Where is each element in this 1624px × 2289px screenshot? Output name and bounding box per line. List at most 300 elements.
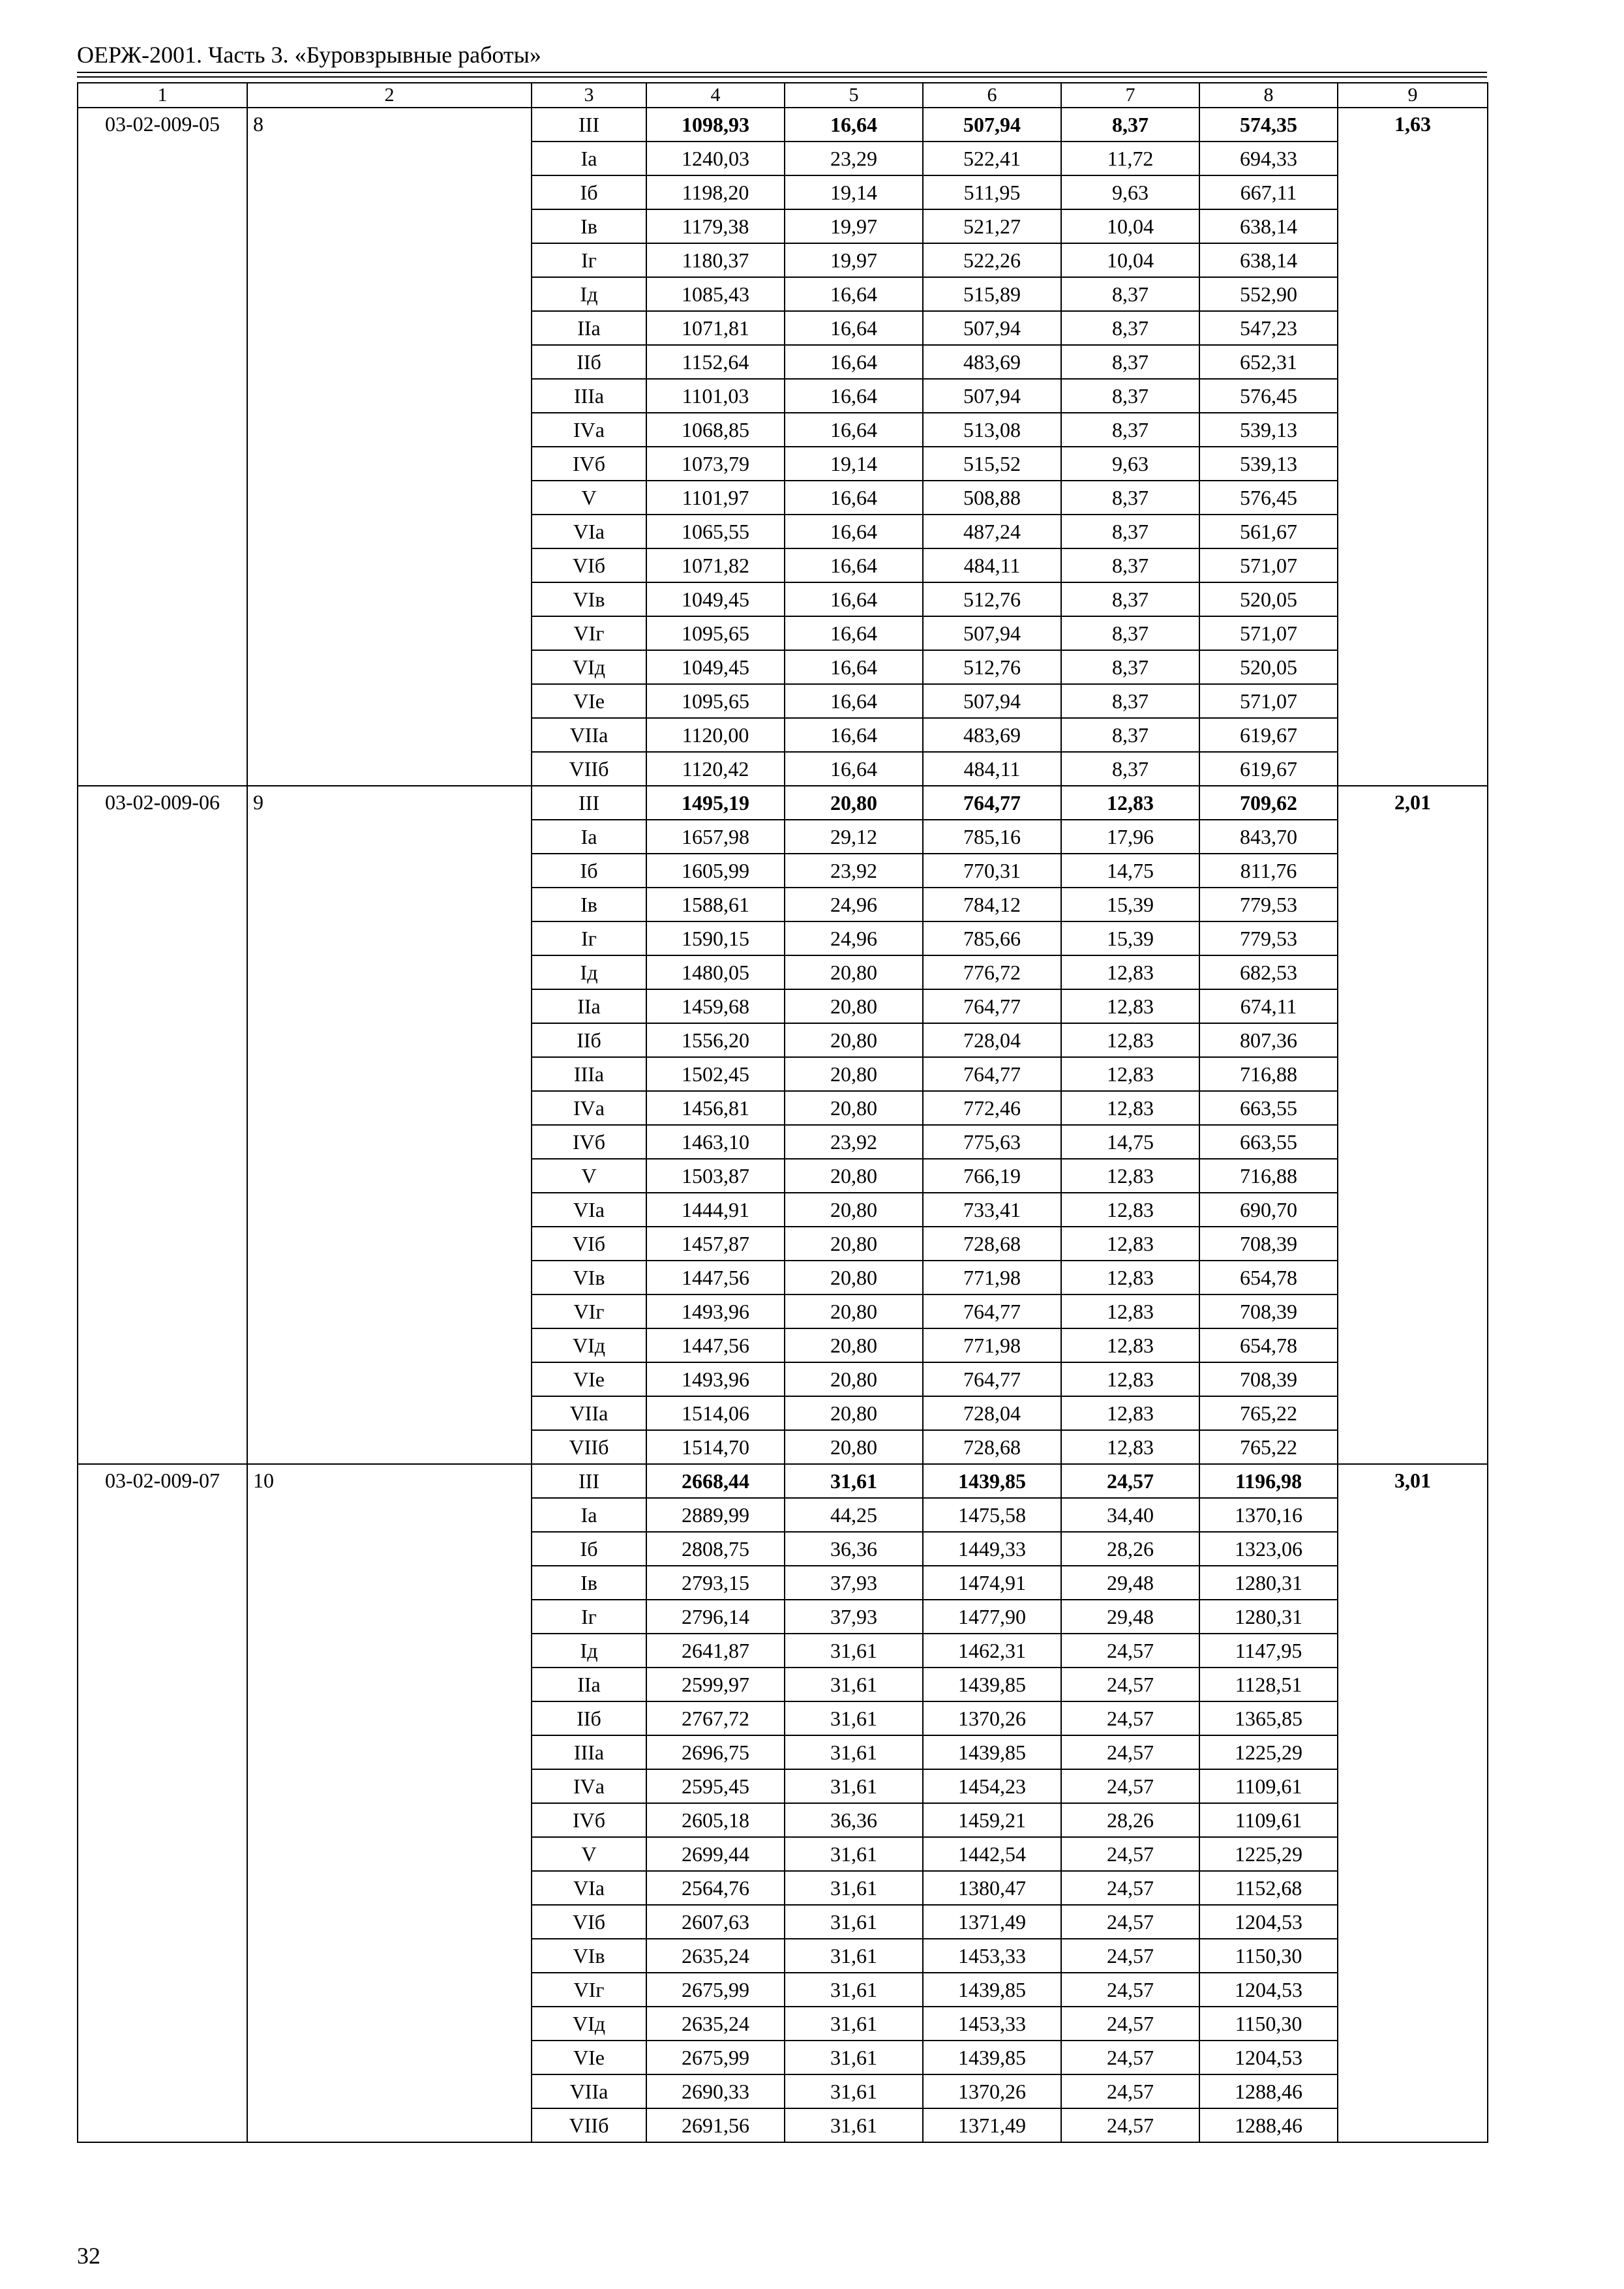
value-cell: 619,67 (1199, 752, 1338, 786)
value-cell: 8,37 (1061, 548, 1199, 582)
value-cell: 2796,14 (646, 1600, 785, 1634)
value-cell: 728,68 (923, 1227, 1061, 1261)
value-cell: 487,24 (923, 515, 1061, 548)
category-cell: III (532, 786, 646, 820)
value-cell: 764,77 (923, 989, 1061, 1023)
value-cell: 24,96 (785, 888, 923, 921)
value-cell: 17,96 (1061, 820, 1199, 854)
value-cell: 2605,18 (646, 1803, 785, 1837)
value-cell: 654,78 (1199, 1261, 1338, 1294)
value-cell: 20,80 (785, 1091, 923, 1125)
value-cell: 31,61 (785, 1769, 923, 1803)
value-cell: 2607,63 (646, 1905, 785, 1939)
value-cell: 2793,15 (646, 1566, 785, 1600)
category-cell: Iб (532, 1532, 646, 1566)
value-cell: 483,69 (923, 345, 1061, 379)
value-cell: 1493,96 (646, 1362, 785, 1396)
value-cell: 765,22 (1199, 1396, 1338, 1430)
value-cell: 12,83 (1061, 1328, 1199, 1362)
value-cell: 1439,85 (923, 1668, 1061, 1701)
category-cell: VIд (532, 1328, 646, 1362)
value-cell: 1101,03 (646, 379, 785, 413)
value-cell: 24,57 (1061, 1464, 1199, 1498)
value-cell: 16,64 (785, 548, 923, 582)
value-cell: 716,88 (1199, 1057, 1338, 1091)
value-cell: 1463,10 (646, 1125, 785, 1159)
value-cell: 1380,47 (923, 1871, 1061, 1905)
value-cell: 1280,31 (1199, 1600, 1338, 1634)
column9-cell: 3,01 (1338, 1464, 1488, 2142)
value-cell: 638,14 (1199, 243, 1338, 277)
value-cell: 12,83 (1061, 786, 1199, 820)
value-cell: 2635,24 (646, 2007, 785, 2041)
category-cell: VIд (532, 650, 646, 684)
value-cell: 31,61 (785, 1464, 923, 1498)
value-cell: 2564,76 (646, 1871, 785, 1905)
value-cell: 28,26 (1061, 1803, 1199, 1837)
page-number: 32 (77, 2243, 100, 2269)
category-cell: IIб (532, 1023, 646, 1057)
value-cell: 1150,30 (1199, 2007, 1338, 2041)
value-cell: 9,63 (1061, 447, 1199, 481)
value-cell: 20,80 (785, 1159, 923, 1193)
value-cell: 16,64 (785, 345, 923, 379)
value-cell: 507,94 (923, 616, 1061, 650)
value-cell: 31,61 (785, 1939, 923, 1973)
value-cell: 8,37 (1061, 379, 1199, 413)
header-rule-bottom (77, 76, 1487, 78)
value-cell: 507,94 (923, 311, 1061, 345)
value-cell: 16,64 (785, 413, 923, 447)
value-cell: 539,13 (1199, 413, 1338, 447)
value-cell: 12,83 (1061, 1396, 1199, 1430)
table-header (78, 83, 1488, 108)
value-cell: 1198,20 (646, 175, 785, 209)
value-cell: 20,80 (785, 1261, 923, 1294)
category-cell: Iб (532, 175, 646, 209)
column-number-row (78, 83, 1488, 108)
value-cell: 20,80 (785, 1023, 923, 1057)
value-cell: 15,39 (1061, 921, 1199, 955)
value-cell: 1109,61 (1199, 1803, 1338, 1837)
value-cell: 716,88 (1199, 1159, 1338, 1193)
category-cell: Iд (532, 955, 646, 989)
value-cell: 547,23 (1199, 311, 1338, 345)
value-cell: 11,72 (1061, 142, 1199, 175)
category-cell: Iд (532, 277, 646, 311)
value-cell: 16,64 (785, 481, 923, 515)
value-cell: 1459,68 (646, 989, 785, 1023)
category-cell: IIа (532, 1668, 646, 1701)
category-cell: Iг (532, 243, 646, 277)
category-cell: VIг (532, 1294, 646, 1328)
value-cell: 16,64 (785, 108, 923, 142)
value-cell: 24,96 (785, 921, 923, 955)
column-header: 6 (923, 83, 1061, 108)
value-cell: 1288,46 (1199, 2108, 1338, 2142)
value-cell: 12,83 (1061, 1227, 1199, 1261)
category-cell: VIIб (532, 1430, 646, 1464)
value-cell: 766,19 (923, 1159, 1061, 1193)
category-cell: IVа (532, 413, 646, 447)
category-cell: VIг (532, 1973, 646, 2007)
value-cell: 8,37 (1061, 345, 1199, 379)
value-cell: 561,67 (1199, 515, 1338, 548)
value-cell: 728,04 (923, 1396, 1061, 1430)
value-cell: 507,94 (923, 684, 1061, 718)
value-cell: 1120,00 (646, 718, 785, 752)
value-cell: 520,05 (1199, 650, 1338, 684)
value-cell: 1225,29 (1199, 1735, 1338, 1769)
category-cell: Iг (532, 921, 646, 955)
value-cell: 1474,91 (923, 1566, 1061, 1600)
value-cell: 8,37 (1061, 481, 1199, 515)
value-cell: 1049,45 (646, 582, 785, 616)
parameter-cell: 9 (247, 786, 532, 1464)
value-cell: 20,80 (785, 1328, 923, 1362)
value-cell: 690,70 (1199, 1193, 1338, 1227)
category-cell: Iа (532, 142, 646, 175)
value-cell: 24,57 (1061, 1701, 1199, 1735)
value-cell: 1657,98 (646, 820, 785, 854)
value-cell: 12,83 (1061, 1023, 1199, 1057)
value-cell: 1447,56 (646, 1261, 785, 1294)
value-cell: 764,77 (923, 1294, 1061, 1328)
value-cell: 775,63 (923, 1125, 1061, 1159)
value-cell: 8,37 (1061, 752, 1199, 786)
category-cell: IVб (532, 1803, 646, 1837)
value-cell: 1447,56 (646, 1328, 785, 1362)
column-header: 2 (247, 83, 532, 108)
value-cell: 1370,16 (1199, 1498, 1338, 1532)
value-cell: 2599,97 (646, 1668, 785, 1701)
value-cell: 733,41 (923, 1193, 1061, 1227)
value-cell: 483,69 (923, 718, 1061, 752)
value-cell: 708,39 (1199, 1227, 1338, 1261)
rate-code-cell: 03-02-009-05 (78, 108, 247, 786)
category-cell: Iа (532, 820, 646, 854)
category-cell: V (532, 1159, 646, 1193)
value-cell: 23,92 (785, 854, 923, 888)
value-cell: 811,76 (1199, 854, 1338, 888)
value-cell: 619,67 (1199, 718, 1338, 752)
value-cell: 539,13 (1199, 447, 1338, 481)
value-cell: 1605,99 (646, 854, 785, 888)
value-cell: 14,75 (1061, 854, 1199, 888)
value-cell: 1449,33 (923, 1532, 1061, 1566)
value-cell: 1493,96 (646, 1294, 785, 1328)
category-cell: IIб (532, 1701, 646, 1735)
value-cell: 37,93 (785, 1600, 923, 1634)
value-cell: 20,80 (785, 1362, 923, 1396)
value-cell: 36,36 (785, 1532, 923, 1566)
value-cell: 1098,93 (646, 108, 785, 142)
value-cell: 512,76 (923, 650, 1061, 684)
value-cell: 1204,53 (1199, 1905, 1338, 1939)
category-cell: III (532, 1464, 646, 1498)
category-cell: IIб (532, 345, 646, 379)
value-cell: 24,57 (1061, 1769, 1199, 1803)
value-cell: 1439,85 (923, 2041, 1061, 2074)
value-cell: 511,95 (923, 175, 1061, 209)
table-body (78, 108, 1488, 2142)
value-cell: 522,41 (923, 142, 1061, 175)
value-cell: 24,57 (1061, 2041, 1199, 2074)
value-cell: 1101,97 (646, 481, 785, 515)
value-cell: 708,39 (1199, 1362, 1338, 1396)
value-cell: 785,66 (923, 921, 1061, 955)
value-cell: 1120,42 (646, 752, 785, 786)
value-cell: 638,14 (1199, 209, 1338, 243)
value-cell: 1240,03 (646, 142, 785, 175)
value-cell: 20,80 (785, 989, 923, 1023)
value-cell: 708,39 (1199, 1294, 1338, 1328)
value-cell: 1503,87 (646, 1159, 785, 1193)
column-header: 9 (1338, 83, 1488, 108)
value-cell: 776,72 (923, 955, 1061, 989)
value-cell: 515,89 (923, 277, 1061, 311)
category-cell: VIе (532, 1362, 646, 1396)
value-cell: 1180,37 (646, 243, 785, 277)
value-cell: 784,12 (923, 888, 1061, 921)
value-cell: 1196,98 (1199, 1464, 1338, 1498)
value-cell: 779,53 (1199, 921, 1338, 955)
value-cell: 1495,19 (646, 786, 785, 820)
column-header: 7 (1061, 83, 1199, 108)
value-cell: 8,37 (1061, 582, 1199, 616)
value-cell: 12,83 (1061, 1159, 1199, 1193)
value-cell: 1371,49 (923, 1905, 1061, 1939)
value-cell: 484,11 (923, 548, 1061, 582)
value-cell: 1588,61 (646, 888, 785, 921)
value-cell: 20,80 (785, 1430, 923, 1464)
value-cell: 16,64 (785, 684, 923, 718)
value-cell: 31,61 (785, 1735, 923, 1769)
value-cell: 770,31 (923, 854, 1061, 888)
value-cell: 785,16 (923, 820, 1061, 854)
value-cell: 24,57 (1061, 1634, 1199, 1668)
value-cell: 1365,85 (1199, 1701, 1338, 1735)
value-cell: 1179,38 (646, 209, 785, 243)
category-cell: VIIа (532, 1396, 646, 1430)
value-cell: 31,61 (785, 1973, 923, 2007)
value-cell: 16,64 (785, 311, 923, 345)
value-cell: 8,37 (1061, 277, 1199, 311)
value-cell: 765,22 (1199, 1430, 1338, 1464)
value-cell: 31,61 (785, 2074, 923, 2108)
value-cell: 1477,90 (923, 1600, 1061, 1634)
value-cell: 12,83 (1061, 1430, 1199, 1464)
value-cell: 1323,06 (1199, 1532, 1338, 1566)
value-cell: 1280,31 (1199, 1566, 1338, 1600)
value-cell: 2675,99 (646, 2041, 785, 2074)
value-cell: 12,83 (1061, 1294, 1199, 1328)
value-cell: 31,61 (785, 1871, 923, 1905)
value-cell: 574,35 (1199, 108, 1338, 142)
category-cell: VIг (532, 616, 646, 650)
value-cell: 8,37 (1061, 650, 1199, 684)
value-cell: 1556,20 (646, 1023, 785, 1057)
parameter-cell: 10 (247, 1464, 532, 2142)
value-cell: 31,61 (785, 1837, 923, 1871)
value-cell: 16,64 (785, 616, 923, 650)
value-cell: 24,57 (1061, 2007, 1199, 2041)
value-cell: 1128,51 (1199, 1668, 1338, 1701)
value-cell: 8,37 (1061, 515, 1199, 548)
value-cell: 1065,55 (646, 515, 785, 548)
value-cell: 779,53 (1199, 888, 1338, 921)
value-cell: 12,83 (1061, 1057, 1199, 1091)
value-cell: 764,77 (923, 786, 1061, 820)
value-cell: 1457,87 (646, 1227, 785, 1261)
value-cell: 2767,72 (646, 1701, 785, 1735)
page-header-title: ОЕРЖ-2001. Часть 3. «Буровзрывные работы» (77, 42, 541, 68)
category-cell: VIе (532, 684, 646, 718)
value-cell: 571,07 (1199, 548, 1338, 582)
value-cell: 2691,56 (646, 2108, 785, 2142)
category-cell: Iг (532, 1600, 646, 1634)
category-cell: Iд (532, 1634, 646, 1668)
value-cell: 771,98 (923, 1261, 1061, 1294)
value-cell: 31,61 (785, 1701, 923, 1735)
value-cell: 484,11 (923, 752, 1061, 786)
value-cell: 19,97 (785, 209, 923, 243)
value-cell: 20,80 (785, 786, 923, 820)
table-row-main (78, 1464, 1488, 1498)
value-cell: 728,68 (923, 1430, 1061, 1464)
value-cell: 2690,33 (646, 2074, 785, 2108)
value-cell: 24,57 (1061, 1837, 1199, 1871)
value-cell: 2889,99 (646, 1498, 785, 1532)
value-cell: 20,80 (785, 1294, 923, 1328)
value-cell: 29,48 (1061, 1600, 1199, 1634)
value-cell: 14,75 (1061, 1125, 1199, 1159)
value-cell: 8,37 (1061, 616, 1199, 650)
value-cell: 1071,81 (646, 311, 785, 345)
value-cell: 2635,24 (646, 1939, 785, 1973)
value-cell: 663,55 (1199, 1125, 1338, 1159)
value-cell: 12,83 (1061, 1193, 1199, 1227)
value-cell: 36,36 (785, 1803, 923, 1837)
value-cell: 2699,44 (646, 1837, 785, 1871)
value-cell: 1439,85 (923, 1735, 1061, 1769)
column-header: 3 (532, 83, 646, 108)
value-cell: 1152,68 (1199, 1871, 1338, 1905)
value-cell: 8,37 (1061, 684, 1199, 718)
value-cell: 12,83 (1061, 1362, 1199, 1396)
value-cell: 24,57 (1061, 2074, 1199, 2108)
value-cell: 2696,75 (646, 1735, 785, 1769)
value-cell: 16,64 (785, 582, 923, 616)
rate-code-cell: 03-02-009-07 (78, 1464, 247, 2142)
value-cell: 37,93 (785, 1566, 923, 1600)
value-cell: 10,04 (1061, 243, 1199, 277)
value-cell: 1109,61 (1199, 1769, 1338, 1803)
value-cell: 1049,45 (646, 650, 785, 684)
value-cell: 1147,95 (1199, 1634, 1338, 1668)
value-cell: 1439,85 (923, 1973, 1061, 2007)
table-row-main (78, 786, 1488, 820)
value-cell: 2595,45 (646, 1769, 785, 1803)
value-cell: 709,62 (1199, 786, 1338, 820)
value-cell: 1085,43 (646, 277, 785, 311)
value-cell: 44,25 (785, 1498, 923, 1532)
value-cell: 23,92 (785, 1125, 923, 1159)
category-cell: VIе (532, 2041, 646, 2074)
category-cell: IVа (532, 1091, 646, 1125)
value-cell: 513,08 (923, 413, 1061, 447)
value-cell: 1095,65 (646, 684, 785, 718)
value-cell: 34,40 (1061, 1498, 1199, 1532)
value-cell: 29,12 (785, 820, 923, 854)
table-row-main (78, 108, 1488, 142)
value-cell: 23,29 (785, 142, 923, 175)
value-cell: 8,37 (1061, 718, 1199, 752)
value-cell: 1152,64 (646, 345, 785, 379)
category-cell: VIв (532, 1939, 646, 1973)
value-cell: 15,39 (1061, 888, 1199, 921)
value-cell: 1514,06 (646, 1396, 785, 1430)
category-cell: Iв (532, 1566, 646, 1600)
value-cell: 1073,79 (646, 447, 785, 481)
category-cell: VIа (532, 1871, 646, 1905)
value-cell: 16,64 (785, 752, 923, 786)
category-cell: III (532, 108, 646, 142)
value-cell: 8,37 (1061, 413, 1199, 447)
value-cell: 521,27 (923, 209, 1061, 243)
value-cell: 2668,44 (646, 1464, 785, 1498)
value-cell: 9,63 (1061, 175, 1199, 209)
value-cell: 652,31 (1199, 345, 1338, 379)
value-cell: 2675,99 (646, 1973, 785, 2007)
value-cell: 16,64 (785, 277, 923, 311)
value-cell: 2641,87 (646, 1634, 785, 1668)
value-cell: 1514,70 (646, 1430, 785, 1464)
value-cell: 654,78 (1199, 1328, 1338, 1362)
column-header: 5 (785, 83, 923, 108)
value-cell: 24,57 (1061, 1939, 1199, 1973)
value-cell: 8,37 (1061, 311, 1199, 345)
category-cell: VIIб (532, 2108, 646, 2142)
value-cell: 1204,53 (1199, 1973, 1338, 2007)
category-cell: IIа (532, 311, 646, 345)
category-cell: VIIб (532, 752, 646, 786)
value-cell: 1370,26 (923, 2074, 1061, 2108)
value-cell: 522,26 (923, 243, 1061, 277)
value-cell: 764,77 (923, 1362, 1061, 1396)
value-cell: 31,61 (785, 2108, 923, 2142)
value-cell: 1204,53 (1199, 2041, 1338, 2074)
category-cell: IVа (532, 1769, 646, 1803)
value-cell: 515,52 (923, 447, 1061, 481)
value-cell: 1439,85 (923, 1464, 1061, 1498)
category-cell: IIIа (532, 379, 646, 413)
value-cell: 507,94 (923, 108, 1061, 142)
rates-table (77, 82, 1488, 2143)
value-cell: 728,04 (923, 1023, 1061, 1057)
value-cell: 24,57 (1061, 1668, 1199, 1701)
value-cell: 576,45 (1199, 379, 1338, 413)
category-cell: VIб (532, 548, 646, 582)
value-cell: 16,64 (785, 379, 923, 413)
category-cell: V (532, 1837, 646, 1871)
value-cell: 20,80 (785, 955, 923, 989)
value-cell: 1462,31 (923, 1634, 1061, 1668)
category-cell: VIIа (532, 2074, 646, 2108)
value-cell: 674,11 (1199, 989, 1338, 1023)
value-cell: 12,83 (1061, 955, 1199, 989)
value-cell: 20,80 (785, 1227, 923, 1261)
